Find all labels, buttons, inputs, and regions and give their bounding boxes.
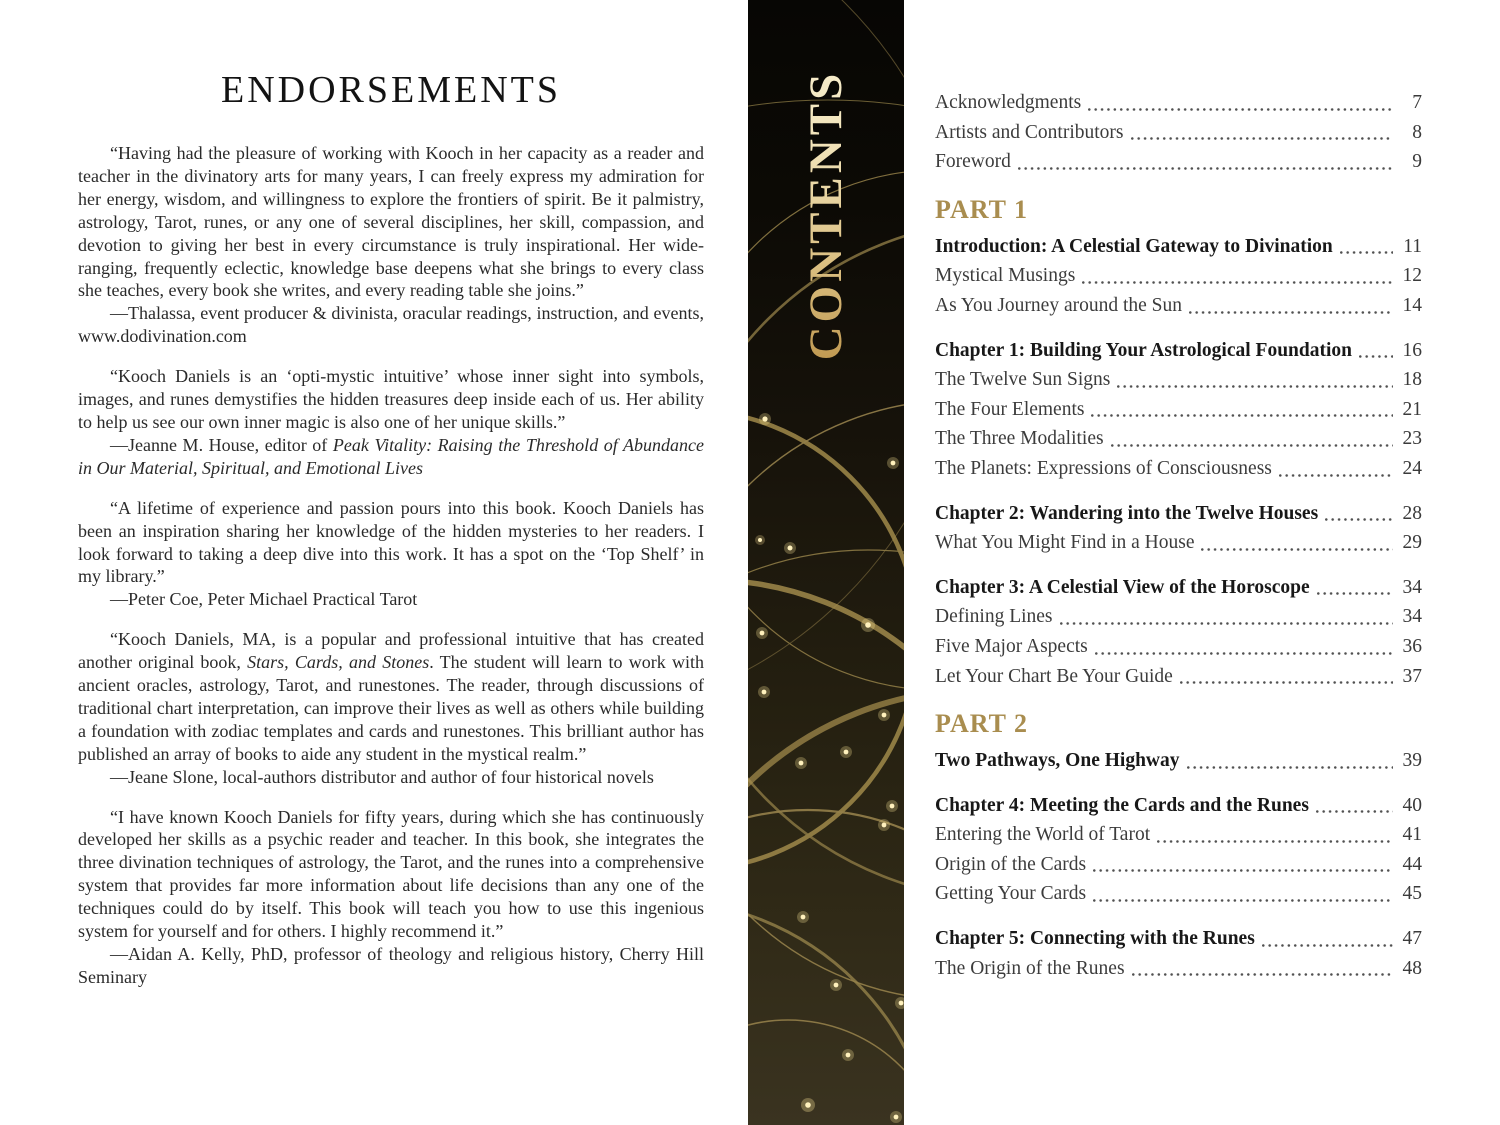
toc-entry-page: 14 <box>1402 294 1422 316</box>
table-of-contents <box>935 88 1422 983</box>
endorsement <box>78 365 704 480</box>
endorsement-attribution: —Aidan A. Kelly, PhD, professor of theology and religious history, Cherry Hill Seminary <box>78 944 704 987</box>
toc-entry-page: 18 <box>1402 369 1422 391</box>
dot-leader <box>1091 414 1393 417</box>
toc-entry-label: The Four Elements <box>935 398 1085 420</box>
toc-block <box>935 195 1422 321</box>
toc-entry <box>935 291 1422 321</box>
toc-entry-label: Origin of the Cards <box>935 853 1087 875</box>
toc-entry-label: Two Pathways, One Highway <box>935 750 1180 772</box>
toc-entry-page: 34 <box>1402 576 1422 598</box>
toc-entry-label: Introduction: A Celestial Gateway to Divination <box>935 235 1333 257</box>
toc-entry-page: 47 <box>1402 928 1422 950</box>
toc-entry-label: Chapter 2: Wandering into the Twelve Houses <box>935 502 1319 524</box>
dot-leader <box>1117 385 1393 388</box>
toc-entry-page: 11 <box>1403 235 1422 257</box>
toc-entry <box>935 336 1422 366</box>
dot-leader <box>1317 592 1393 595</box>
toc-entry-label: Foreword <box>935 151 1011 173</box>
dot-leader <box>1095 652 1393 655</box>
toc-entry-page: 40 <box>1402 794 1422 816</box>
contents-page <box>935 88 1422 998</box>
toc-block <box>935 573 1422 691</box>
dot-leader <box>1279 474 1393 477</box>
toc-entry <box>935 528 1422 558</box>
toc-entry <box>935 499 1422 529</box>
toc-entry-page: 9 <box>1412 151 1422 173</box>
toc-entry <box>935 924 1422 954</box>
toc-entry-page: 44 <box>1402 853 1422 875</box>
toc-entry-page: 28 <box>1402 502 1422 524</box>
toc-entry-page: 8 <box>1412 121 1422 143</box>
toc-block <box>935 336 1422 484</box>
toc-block <box>935 924 1422 983</box>
dot-leader <box>1189 311 1393 314</box>
endorsement-quote: “A lifetime of experience and passion pours into this book. Kooch Daniels has been an inspiration sharing her knowledge of the hidden mysteries to her readers. I look forward to taking a deep dive into this work. It has a spot on the ‘Top Shelf’ in my library.” <box>78 497 704 587</box>
toc-entry <box>935 791 1422 821</box>
toc-entry <box>935 602 1422 632</box>
toc-entry-label: Getting Your Cards <box>935 883 1087 905</box>
dot-leader <box>1093 869 1393 872</box>
dot-leader <box>1262 944 1393 947</box>
toc-entry-label: Chapter 3: A Celestial View of the Horoscope <box>935 576 1310 598</box>
toc-entry <box>935 632 1422 662</box>
toc-entry-label: The Twelve Sun Signs <box>935 369 1111 391</box>
toc-entry-label: Entering the World of Tarot <box>935 824 1151 846</box>
toc-entry <box>935 573 1422 603</box>
dot-leader <box>1180 681 1393 684</box>
toc-entry-page: 39 <box>1402 750 1422 772</box>
toc-entry <box>935 232 1422 262</box>
part-heading: PART 2 <box>935 709 1028 739</box>
toc-entry-page: 45 <box>1402 883 1422 905</box>
endorsement <box>78 497 704 612</box>
toc-block <box>935 499 1422 558</box>
toc-entry-page: 24 <box>1402 457 1422 479</box>
toc-entry <box>935 88 1422 118</box>
toc-entry-page: 21 <box>1402 398 1422 420</box>
dot-leader <box>1018 167 1393 170</box>
toc-entry <box>935 879 1422 909</box>
dot-leader <box>1187 766 1394 769</box>
spine-title: CONTENTS <box>800 69 852 361</box>
toc-entry-label: Let Your Chart Be Your Guide <box>935 665 1173 687</box>
endorsement <box>78 806 704 989</box>
toc-entry <box>935 820 1422 850</box>
toc-entry-label: The Planets: Expressions of Consciousness <box>935 457 1272 479</box>
dot-leader <box>1201 548 1393 551</box>
toc-entry-page: 23 <box>1402 428 1422 450</box>
endorsement-attribution: —Thalassa, event producer & divinista, oracular readings, instruction, and events, www.dodivination.com <box>78 303 704 347</box>
dot-leader <box>1093 899 1393 902</box>
toc-entry-page: 16 <box>1402 339 1422 361</box>
toc-entry-page: 29 <box>1402 532 1422 554</box>
toc-entry-page: 36 <box>1402 635 1422 657</box>
toc-entry-label: Artists and Contributors <box>935 121 1124 143</box>
toc-entry-label: Mystical Musings <box>935 265 1076 287</box>
endorsements-page <box>78 68 704 1006</box>
toc-entry <box>935 662 1422 692</box>
toc-entry-label: Chapter 1: Building Your Astrological Foundation <box>935 339 1352 361</box>
contents-spine <box>748 0 904 1125</box>
toc-entry-page: 7 <box>1412 92 1422 113</box>
toc-entry-label: What You Might Find in a House <box>935 532 1195 554</box>
toc-entry-label: Defining Lines <box>935 606 1053 628</box>
toc-entry-page: 48 <box>1402 957 1422 979</box>
toc-block <box>935 709 1422 776</box>
endorsement-quote: “Kooch Daniels is an ‘opti-mystic intuitive’ whose inner sight into symbols, images, and runes demystifies the hidden treasures deep inside each of us. Her ability to help us see our own inner magic is also one of her unique skills.” <box>78 366 704 432</box>
endorsement-attribution: —Peter Coe, Peter Michael Practical Tarot <box>110 589 418 610</box>
endorsement <box>78 142 704 348</box>
dot-leader <box>1060 622 1393 625</box>
toc-entry-label: Chapter 5: Connecting with the Runes <box>935 928 1255 950</box>
toc-block <box>935 88 1422 177</box>
dot-leader <box>1082 281 1393 284</box>
endorsement-attribution: —Jeane Slone, local-authors distributor and author of four historical novels <box>110 766 654 787</box>
toc-entry-page: 41 <box>1402 824 1422 846</box>
toc-entry <box>935 424 1422 454</box>
toc-entry-label: The Origin of the Runes <box>935 957 1125 979</box>
toc-entry-page: 34 <box>1402 606 1422 628</box>
endorsement-quote: “Kooch Daniels, MA, is a popular and professional intuitive that has created another original book, Stars, Cards, and Stones. The student will learn to work with ancient oracles, astrology, Tarot, and runestones. The reader, through discussions of traditional chart interpretation, can improve their lives as well as others while building a foundation with zodiac templates and cards and runestones. This brilliant author has published an array of books to aide any student in the mystical realm.” <box>78 629 704 764</box>
page-title: ENDORSEMENTS <box>220 69 562 111</box>
endorsement <box>78 628 704 788</box>
dot-leader <box>1111 444 1393 447</box>
toc-block <box>935 791 1422 909</box>
toc-entry <box>935 395 1422 425</box>
endorsement-attribution: —Jeanne M. House, editor of Peak Vitality: Raising the Threshold of Abundance in Our Material, Spiritual, and Emotional Lives <box>78 434 705 478</box>
dot-leader <box>1316 810 1393 813</box>
toc-entry-page: 12 <box>1402 265 1422 287</box>
dot-leader <box>1088 108 1393 111</box>
toc-entry <box>935 147 1422 177</box>
dot-leader <box>1131 137 1394 140</box>
part-heading: PART 1 <box>935 194 1028 224</box>
dot-leader <box>1157 840 1393 843</box>
dot-leader <box>1359 355 1393 358</box>
endorsement-quote: “Having had the pleasure of working with Kooch in her capacity as a reader and teacher in the divinatory arts for many years, I can freely express my admiration for her energy, wisdom, and willingness to explore the frontiers of spirit. Be it palmistry, astrology, Tarot, runes, or any one of several disciplines, her skill, compassion, and devotion to giving her best in every circumstance is truly inspirational. Her wide-ranging, frequently eclectic, knowledge base deepens what she brings to every class she teaches, every book she writes, and every reading table she joins.” <box>78 143 704 301</box>
toc-entry <box>935 746 1422 776</box>
toc-entry <box>935 850 1422 880</box>
dot-leader <box>1132 973 1393 976</box>
endorsements-list <box>78 142 704 989</box>
toc-entry-label: Chapter 4: Meeting the Cards and the Runes <box>935 794 1309 816</box>
toc-entry-label: Five Major Aspects <box>935 635 1088 657</box>
toc-entry <box>935 118 1422 148</box>
toc-entry-label: Acknowledgments <box>935 92 1082 113</box>
toc-entry <box>935 954 1422 984</box>
endorsement-quote: “I have known Kooch Daniels for fifty years, during which she has continuously developed her skills as a psychic reader and teacher. In this book, she integrates the three divination techniques of astrology, the Tarot, and the runes into a comprehensive system that provides far more information about life decisions than any one of the techniques could do by itself. This book will teach you how to use this ingenious system for yourself and for others. I highly recommend it.” <box>78 806 704 942</box>
toc-entry <box>935 261 1422 291</box>
toc-entry-page: 37 <box>1402 665 1422 687</box>
dot-leader <box>1340 251 1393 254</box>
toc-entry <box>935 365 1422 395</box>
dot-leader <box>1325 518 1393 521</box>
toc-entry-label: As You Journey around the Sun <box>935 294 1183 316</box>
toc-entry-label: The Three Modalities <box>935 428 1104 450</box>
toc-entry <box>935 454 1422 484</box>
